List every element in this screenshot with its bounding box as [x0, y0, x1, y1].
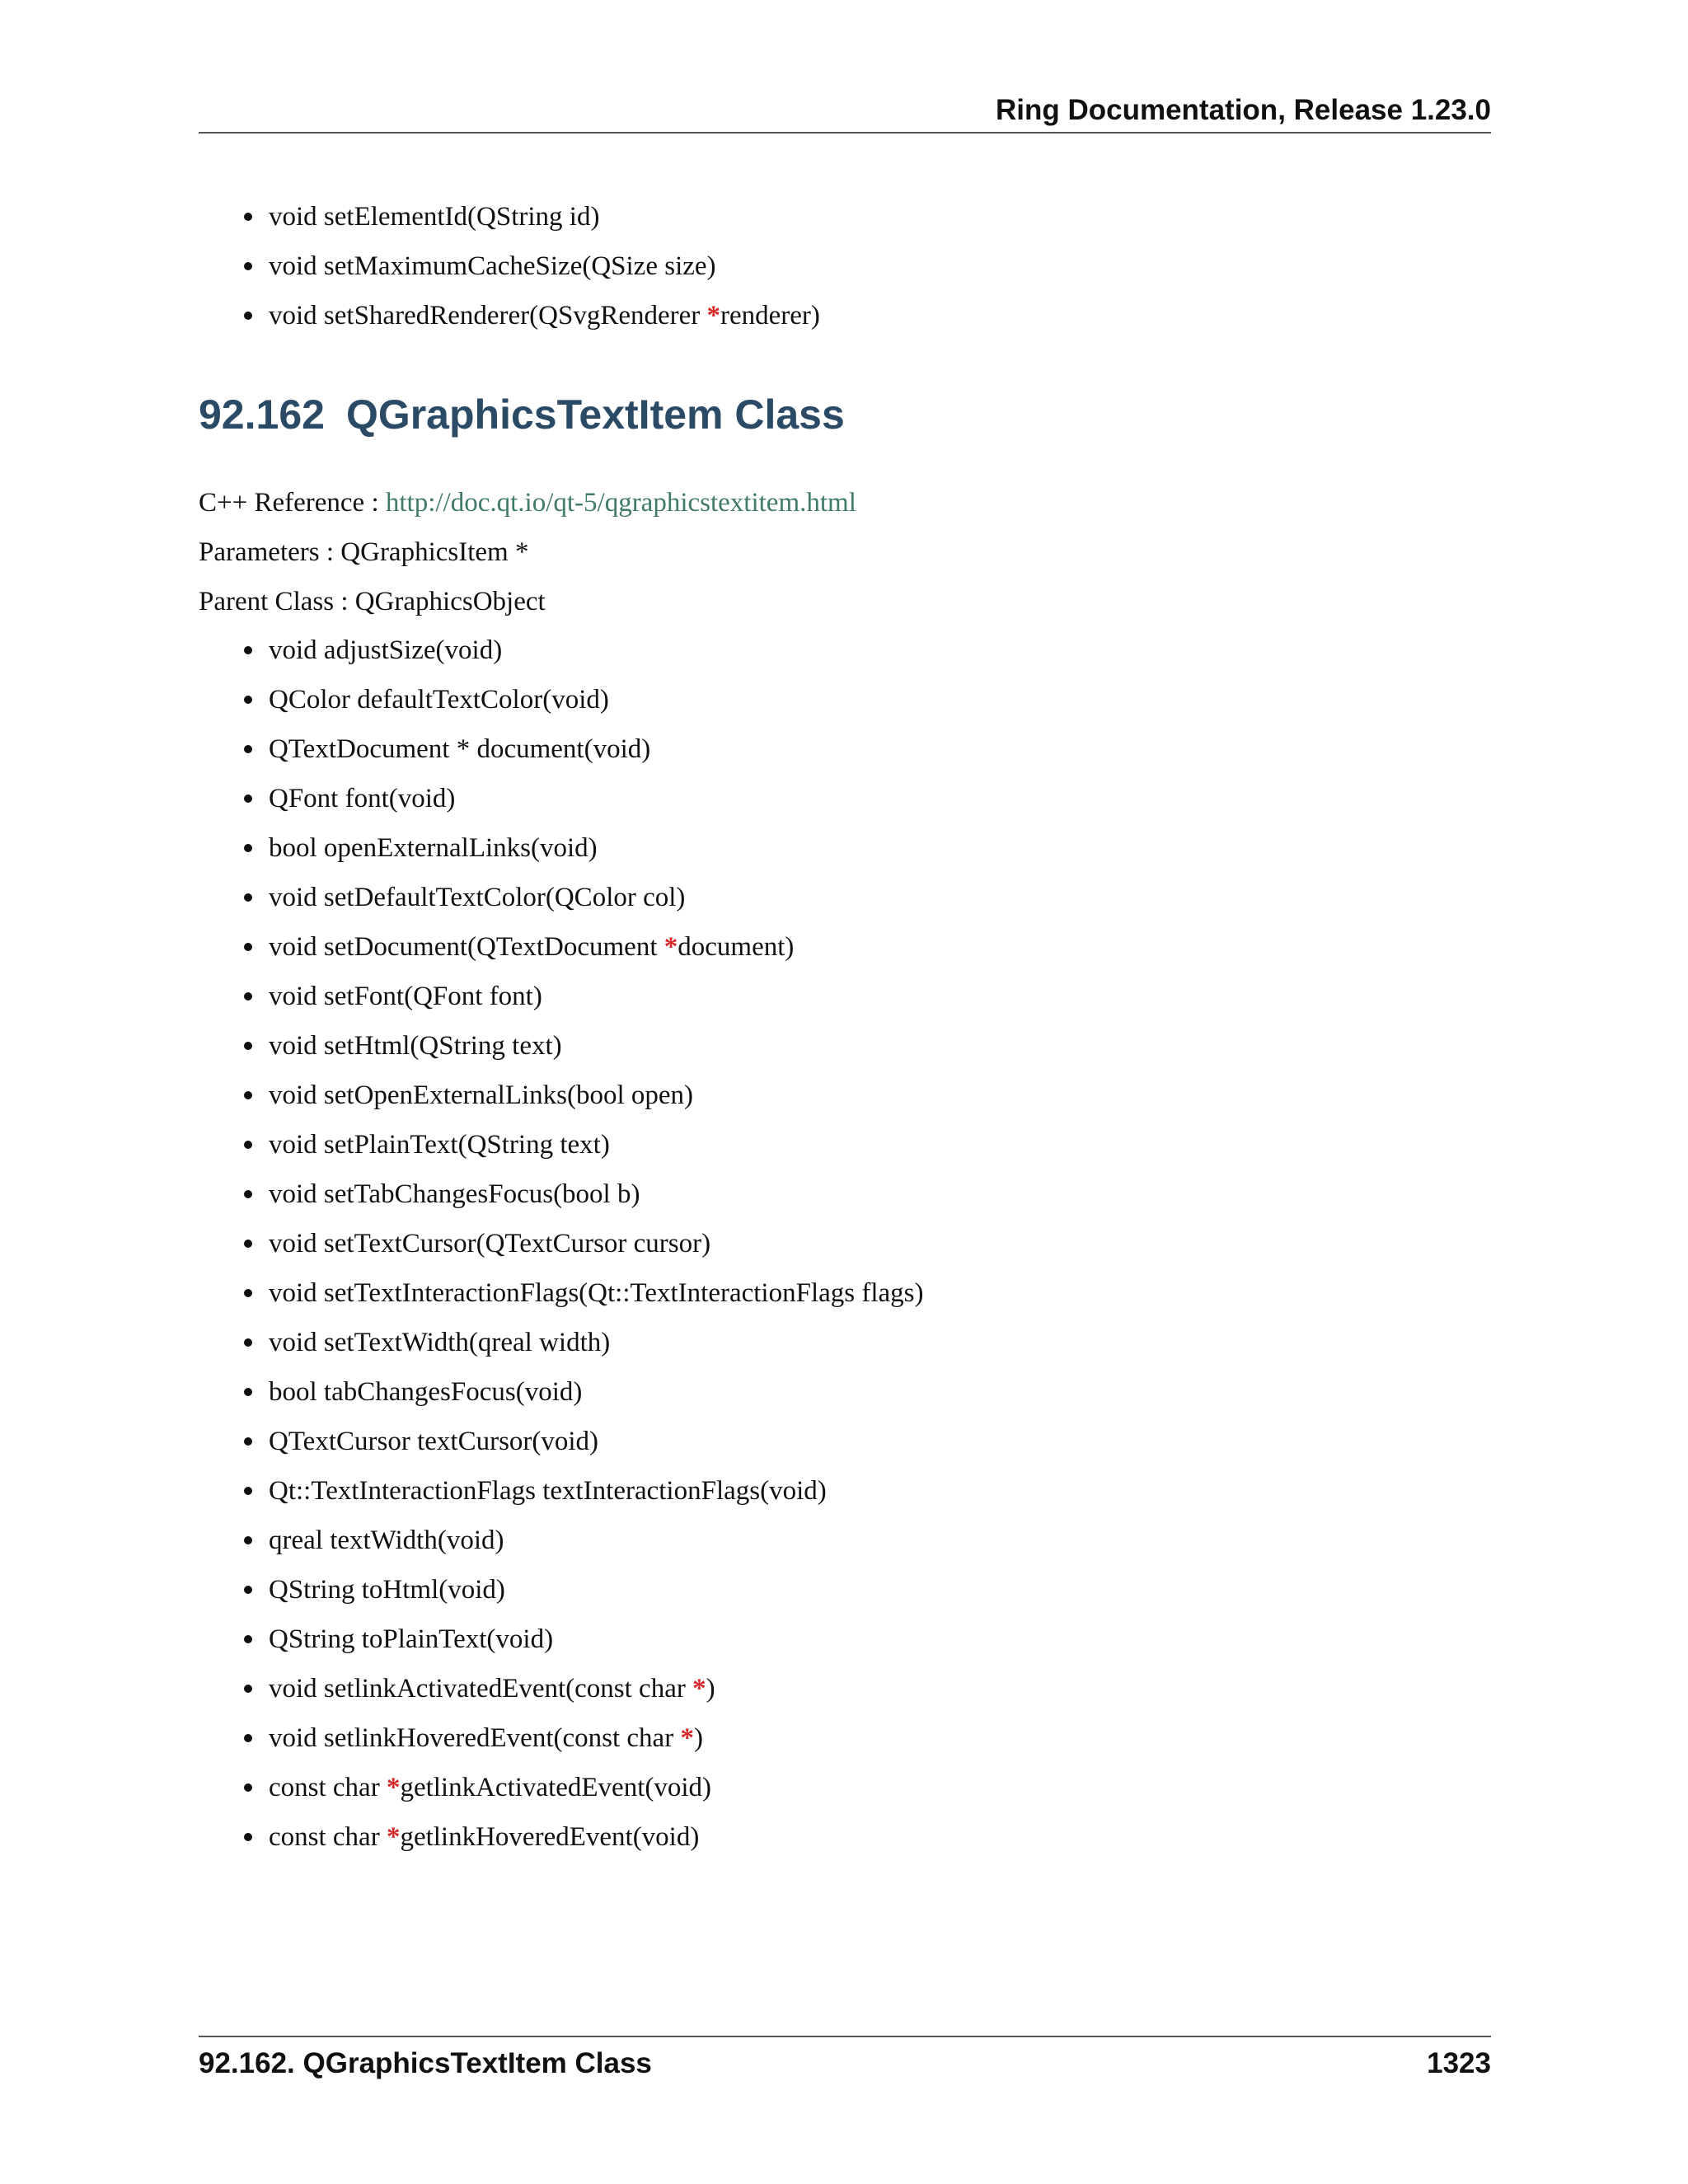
list-item: void setlinkHoveredEvent(const char *) — [244, 1722, 924, 1771]
list-item: void setFont(QFont font) — [244, 980, 924, 1029]
list-item: void adjustSize(void) — [244, 634, 924, 683]
list-item: QTextDocument * document(void) — [244, 733, 924, 782]
list-item: bool tabChangesFocus(void) — [244, 1376, 924, 1425]
parent-class-line — [199, 585, 546, 618]
list-item: bool openExternalLinks(void) — [244, 832, 924, 881]
list-item: void setSharedRenderer(QSvgRenderer *renderer) — [244, 299, 820, 349]
parameters-line — [199, 536, 528, 569]
list-item: void setHtml(QString text) — [244, 1029, 924, 1079]
list-item: void setMaximumCacheSize(QSize size) — [244, 250, 820, 299]
parent-class-label: Parent Class : — [199, 587, 355, 616]
list-item: QColor defaultTextColor(void) — [244, 683, 924, 733]
cpp-reference-link[interactable]: http://doc.qt.io/qt-5/qgraphicstextitem.html — [385, 488, 856, 518]
parameters-value: QGraphicsItem * — [340, 537, 529, 567]
list-item: void setDocument(QTextDocument *document) — [244, 930, 924, 980]
list-item: QString toHtml(void) — [244, 1573, 924, 1623]
list-item: void setTextCursor(QTextCursor cursor) — [244, 1227, 924, 1277]
parameters-label: Parameters : — [199, 537, 341, 567]
parent-class-value: QGraphicsObject — [354, 587, 546, 616]
page-footer — [199, 2036, 1491, 2083]
list-item: qreal textWidth(void) — [244, 1524, 924, 1573]
list-item: void setTextInteractionFlags(Qt::TextInteractionFlags flags) — [244, 1277, 924, 1326]
list-item: void setlinkActivatedEvent(const char *) — [244, 1672, 924, 1722]
list-item: const char *getlinkHoveredEvent(void) — [244, 1821, 924, 1870]
cpp-reference-label: C++ Reference : — [199, 488, 386, 518]
list-item: void setPlainText(QString text) — [244, 1128, 924, 1178]
section-number: 92.162 — [199, 391, 325, 438]
section-title: QGraphicsTextItem Class — [345, 391, 845, 438]
page-header — [199, 92, 1491, 134]
footer-section-title: 92.162. QGraphicsTextItem Class — [199, 2047, 652, 2079]
header-title: Ring Documentation, Release 1.23.0 — [995, 94, 1491, 126]
list-item: void setOpenExternalLinks(bool open) — [244, 1079, 924, 1128]
page-number: 1323 — [1427, 2047, 1491, 2079]
list-item: QString toPlainText(void) — [244, 1623, 924, 1672]
list-item: void setDefaultTextColor(QColor col) — [244, 881, 924, 930]
method-list — [244, 634, 924, 1870]
list-item: Qt::TextInteractionFlags textInteractionFlags(void) — [244, 1474, 924, 1524]
cpp-reference-line — [199, 486, 856, 519]
top-method-list — [244, 200, 820, 349]
list-item: QTextCursor textCursor(void) — [244, 1425, 924, 1474]
list-item: QFont font(void) — [244, 782, 924, 832]
section-heading — [199, 391, 845, 438]
list-item: void setTextWidth(qreal width) — [244, 1326, 924, 1376]
list-item: void setElementId(QString id) — [244, 200, 820, 250]
list-item: void setTabChangesFocus(bool b) — [244, 1178, 924, 1227]
list-item: const char *getlinkActivatedEvent(void) — [244, 1771, 924, 1821]
